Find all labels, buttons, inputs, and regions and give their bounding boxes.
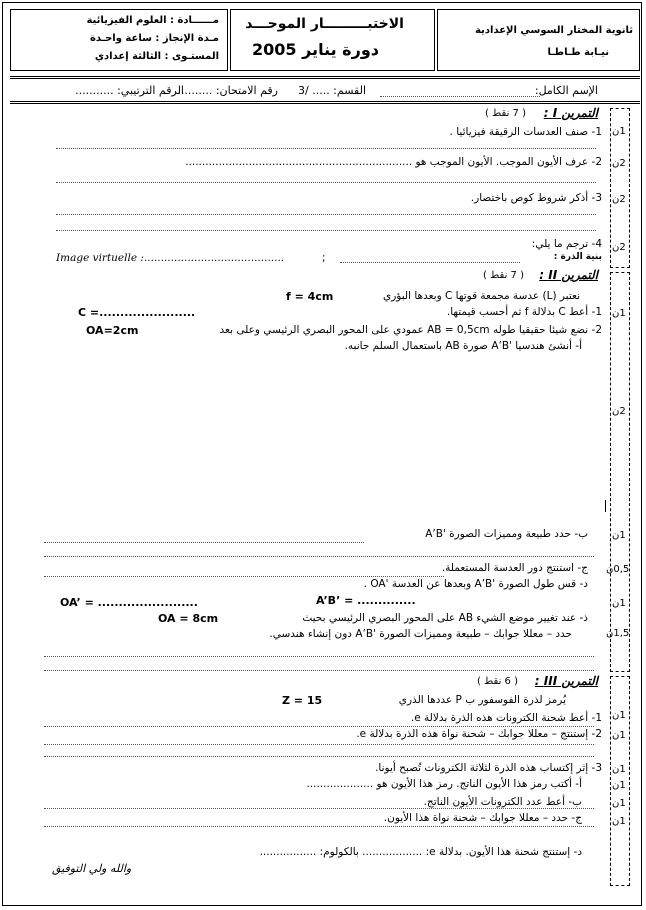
note-ex3-q2: 1ن bbox=[612, 730, 626, 741]
note-ex2-q1: 1ن bbox=[612, 308, 626, 319]
subject: مــــــادة : العلوم الفيزيائية bbox=[86, 15, 219, 26]
answer-line bbox=[56, 214, 596, 215]
ex2-q2: 2- نضع شيئا حقيقيا طوله AB = 0,5cm عمودي على المحور البصري الرئيسي وعلى بعد bbox=[219, 324, 602, 336]
note-ex3-q3a: 1ن bbox=[612, 780, 626, 791]
answer-line bbox=[44, 556, 594, 557]
note-ex1-q1: 1ن bbox=[612, 126, 626, 137]
answer-line bbox=[56, 148, 596, 149]
note-ex3-q3c: 1ن bbox=[612, 816, 626, 827]
answer-line bbox=[44, 756, 594, 757]
ex3-q3: 3- إثر إكتساب هذه الذرة لثلاثة الكترونات تُصبح أيونا. bbox=[375, 762, 602, 774]
closing-phrase: والله ولي التوفيق bbox=[52, 862, 132, 875]
answer-line bbox=[44, 826, 594, 827]
answer-line bbox=[56, 230, 596, 231]
ex2-q2b: ب- حدد طبيعة ومميزات الصورة 'A’B bbox=[425, 528, 588, 540]
ex2-ab-prime: A’B’ = .............. bbox=[316, 594, 416, 607]
ex2-title: التمرين II : bbox=[539, 268, 598, 282]
note-ex3-q3b: 1ن bbox=[612, 798, 626, 809]
header-separator bbox=[10, 76, 640, 79]
header-exam-box bbox=[230, 9, 435, 71]
ex2-c-equation: C =....................... bbox=[78, 306, 196, 319]
ex1-q4-semicolon: ; bbox=[322, 252, 326, 264]
answer-line bbox=[340, 262, 520, 263]
ex2-q1: 1- أعط C بدلالة f ثم أحسب قيمتها. bbox=[446, 306, 602, 318]
answer-line bbox=[44, 542, 364, 543]
ex3-q2: 2- إستنتج – معللا جوابك – شحنة نواة هذه الذرة بدلالة e. bbox=[356, 728, 602, 740]
note-ex3-q3: 1ن bbox=[612, 764, 626, 775]
delegation: نيـابة طـاطـا bbox=[547, 47, 609, 58]
ex1-q1: 1- صنف العدسات الرقيقة فيزيائيا . bbox=[449, 126, 602, 138]
ex2-focal-length: f = 4cm bbox=[286, 290, 334, 303]
note-ex1-q2: 2ن bbox=[612, 158, 626, 169]
note-ex1-q3: 2ن bbox=[612, 194, 626, 205]
level: المستـوى : الثالثة إعدادي bbox=[94, 51, 219, 62]
note-ex2-q2e: 1,5ن bbox=[606, 628, 630, 639]
student-separator bbox=[10, 101, 640, 104]
ex2-q2c: ج- استنتج دور العدسة المستعملة. bbox=[441, 562, 588, 574]
rank-label: الرقم الترتيبي: ........... bbox=[75, 84, 184, 97]
ex3-q3a: أ- أكتب رمز هذا الأيون الناتج. رمز هذا الأيون هو .................... bbox=[306, 778, 582, 790]
answer-line bbox=[44, 576, 444, 577]
ex3-q3c: ج- حدد – معللا جوابك – شحنة نواة هذا الأيون. bbox=[383, 812, 582, 824]
ex1-points: ( 7 نقط ) bbox=[484, 108, 526, 119]
note-ex3-q1: 1ن bbox=[612, 710, 626, 721]
ex2-q2e: ذ- عند تغيير موضع الشيء AB على المحور البصري الرئيسي بحيث bbox=[302, 612, 588, 624]
ex2-q2e2: حدد – معللا جوابك – طبيعة ومميزات الصورة 'A’B دون إنشاء هندسي. bbox=[269, 628, 572, 640]
class-label: القسم: ..... /3 bbox=[298, 84, 366, 97]
student-name-label: الإسم الكامل: bbox=[534, 84, 598, 97]
ex2-q2a: أ- أنشئ هندسيا 'A’B صورة AB باستعمال السلم جانبه. bbox=[344, 340, 582, 352]
header-school-box bbox=[437, 9, 640, 71]
ex3-title: التمرين III : bbox=[534, 674, 598, 688]
ex1-q3: 3- أذكر شروط كوص باختصار. bbox=[470, 192, 602, 204]
exam-number-label: رقم الامتحان: .......... bbox=[177, 84, 278, 97]
ex1-q4: 4- ترجم ما يلي: bbox=[531, 238, 602, 250]
ex2-oa8: OA = 8cm bbox=[158, 612, 219, 625]
ex2-oa2: OA=2cm bbox=[86, 324, 139, 337]
exam-title: الاختبـــــــــار الموحـــد bbox=[245, 16, 404, 32]
note-ex2-q2b: 1ن bbox=[612, 530, 626, 541]
student-name-line bbox=[380, 96, 540, 97]
ex1-q4-virtual-image: Image virtuelle :.......................................... bbox=[56, 252, 285, 264]
ex2-points: ( 7 نقط ) bbox=[482, 270, 524, 281]
ex3-q1: 1- أعط شحنة الكترونات هذه الذرة بدلالة e. bbox=[410, 712, 602, 724]
note-ex2-q2d: 1ن bbox=[612, 598, 626, 609]
ex1-q4-atom-structure: بنية الذرة : bbox=[553, 252, 602, 262]
answer-line bbox=[44, 808, 594, 809]
notes-strip-ex2 bbox=[610, 272, 630, 672]
exam-session: دورة يناير 2005 bbox=[252, 40, 379, 59]
duration: مـدة الإنجاز : ساعة واحـدة bbox=[90, 33, 219, 44]
ex2-intro: نعتبر (L) عدسة مجمعة قوتها C وبعدها البؤري bbox=[383, 290, 580, 302]
ex2-q2d: د- قس طول الصورة 'A’B وبعدها عن العدسة 'OA . bbox=[363, 578, 588, 590]
note-ex2-q2c: 0,5ن bbox=[606, 564, 630, 575]
ex3-atomic-number: Z = 15 bbox=[282, 694, 323, 707]
header-subject-box bbox=[10, 9, 228, 71]
answer-line bbox=[44, 656, 594, 657]
answer-line bbox=[56, 182, 596, 183]
ex3-intro: يُرمز لذرة الفوسفور ب P عددها الذري bbox=[398, 694, 566, 706]
note-ex2-q2a: 2ن bbox=[612, 406, 626, 417]
ex2-oa-prime: OA’ = ........................ bbox=[60, 596, 198, 609]
ex3-q3b: ب- أعط عدد الكترونات الأيون الناتج. bbox=[423, 796, 582, 808]
text-cursor bbox=[605, 500, 606, 512]
answer-line bbox=[44, 726, 594, 727]
ex1-title: التمرين I : bbox=[543, 106, 598, 120]
ex1-q2: 2- عرف الأيون الموجب. الأيون الموجب هو .................................................................... bbox=[185, 156, 602, 168]
ex3-q3d: د- إستنتج شحنة هذا الأيون. بدلالة e: .................. بالكولوم: ................. bbox=[259, 846, 582, 858]
answer-line bbox=[44, 744, 594, 745]
note-ex1-q4: 2ن bbox=[612, 242, 626, 253]
school-name: ثانوية المختار السوسي الإعدادية bbox=[475, 25, 633, 36]
ex3-points: ( 6 نقط ) bbox=[476, 676, 518, 687]
answer-line bbox=[44, 670, 594, 671]
